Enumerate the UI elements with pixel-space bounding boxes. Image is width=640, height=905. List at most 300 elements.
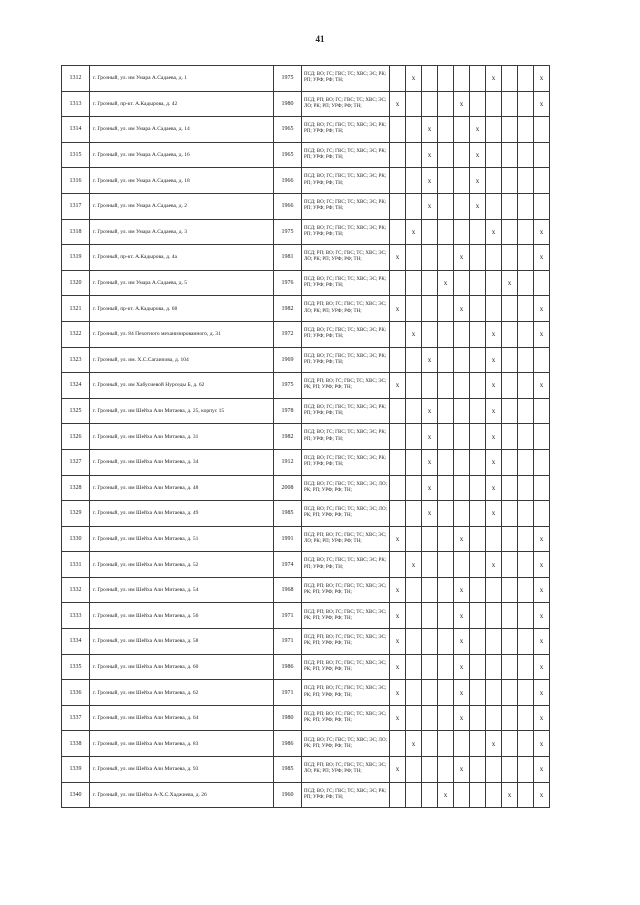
works-list: ПСД; ВО; ГС; ГВС; ТС; ХВС; ЭС; РК; РП; УРФ; РФ; ТН;: [302, 168, 390, 194]
mark-cell: [470, 654, 486, 680]
works-list: ПСД; ВО; ГС; ГВС; ТС; ХВС; ЭС; РК; РП; УРФ; РФ; ТН;: [302, 270, 390, 296]
table-body: [62, 66, 550, 808]
mark-cell: x: [454, 680, 470, 706]
table-row: [62, 142, 550, 168]
construction-year: 1972: [274, 321, 302, 347]
table-row: [62, 398, 550, 424]
mark-cell: [486, 577, 502, 603]
row-number: 1323: [62, 347, 90, 373]
mark-cell: [502, 705, 518, 731]
mark-cell: [422, 373, 438, 399]
mark-cell: x: [534, 321, 550, 347]
table-row: [62, 168, 550, 194]
building-address: г. Грозный, ул. им Умара А.Садаева, д. 16: [90, 142, 274, 168]
mark-cell: [438, 757, 454, 783]
mark-cell: [406, 245, 422, 271]
mark-cell: [406, 577, 422, 603]
construction-year: 1982: [274, 296, 302, 322]
construction-year: 1975: [274, 66, 302, 92]
mark-cell: x: [406, 552, 422, 578]
mark-cell: x: [390, 654, 406, 680]
row-number: 1336: [62, 680, 90, 706]
mark-cell: [502, 168, 518, 194]
mark-cell: [390, 219, 406, 245]
mark-cell: [438, 654, 454, 680]
mark-cell: [518, 424, 534, 450]
mark-cell: [470, 245, 486, 271]
building-address: г. Грозный, ул. им Хабусиевой Нурседы Б, д. 62: [90, 373, 274, 399]
building-address: г. Грозный, ул. им Шейха Али Митаева, д. 60: [90, 654, 274, 680]
building-address: г. Грозный, ул. им. Х.С.Сагаипова, д. 104: [90, 347, 274, 373]
table-row: [62, 782, 550, 808]
mark-cell: [470, 373, 486, 399]
mark-cell: [534, 193, 550, 219]
construction-year: 1971: [274, 680, 302, 706]
works-list: ПСД; ВО; ГС; ГВС; ТС; ХВС; ЭС; РК; РП; УРФ; РФ; ТН;: [302, 66, 390, 92]
construction-year: 1981: [274, 245, 302, 271]
construction-year: 1985: [274, 757, 302, 783]
mark-cell: [470, 552, 486, 578]
mark-cell: [470, 321, 486, 347]
mark-cell: [454, 168, 470, 194]
mark-cell: [486, 168, 502, 194]
mark-cell: x: [406, 219, 422, 245]
mark-cell: x: [454, 757, 470, 783]
mark-cell: x: [390, 577, 406, 603]
mark-cell: [454, 193, 470, 219]
mark-cell: x: [534, 680, 550, 706]
mark-cell: [438, 603, 454, 629]
mark-cell: [518, 245, 534, 271]
works-list: ПСД; ВО; ГС; ГВС; ТС; ХВС; ЭС; РК; РП; УРФ; РФ; ТН;: [302, 193, 390, 219]
construction-year: 1975: [274, 373, 302, 399]
mark-cell: [406, 424, 422, 450]
mark-cell: [502, 552, 518, 578]
mark-cell: [502, 577, 518, 603]
row-number: 1325: [62, 398, 90, 424]
mark-cell: [438, 142, 454, 168]
mark-cell: [486, 680, 502, 706]
construction-year: 1971: [274, 629, 302, 655]
mark-cell: x: [390, 91, 406, 117]
building-address: г. Грозный, пр-кт. А.Кадырова, д. 68: [90, 296, 274, 322]
mark-cell: [486, 782, 502, 808]
table-row: [62, 654, 550, 680]
mark-cell: [518, 449, 534, 475]
mark-cell: [502, 629, 518, 655]
mark-cell: x: [534, 552, 550, 578]
table-row: [62, 347, 550, 373]
mark-cell: [454, 347, 470, 373]
row-number: 1339: [62, 757, 90, 783]
building-address: г. Грозный, пр-кт. А.Кадырова, д. 42: [90, 91, 274, 117]
mark-cell: [438, 193, 454, 219]
mark-cell: [502, 757, 518, 783]
row-number: 1340: [62, 782, 90, 808]
mark-cell: [534, 270, 550, 296]
mark-cell: [486, 117, 502, 143]
table-row: [62, 501, 550, 527]
mark-cell: x: [486, 347, 502, 373]
mark-cell: x: [486, 449, 502, 475]
mark-cell: [438, 424, 454, 450]
construction-year: 1975: [274, 219, 302, 245]
mark-cell: x: [438, 782, 454, 808]
table-row: [62, 731, 550, 757]
mark-cell: [390, 270, 406, 296]
mark-cell: [518, 66, 534, 92]
mark-cell: x: [534, 782, 550, 808]
mark-cell: x: [422, 424, 438, 450]
mark-cell: [422, 526, 438, 552]
mark-cell: [438, 629, 454, 655]
mark-cell: x: [406, 731, 422, 757]
mark-cell: x: [422, 142, 438, 168]
works-list: ПСД; РП; ВО; ГС; ГВС; ТС; ХВС; ЭС; ЛО; РК; РП; УРФ; РФ; ТН;: [302, 296, 390, 322]
mark-cell: [502, 680, 518, 706]
mark-cell: [454, 731, 470, 757]
mark-cell: [390, 731, 406, 757]
construction-year: 1974: [274, 552, 302, 578]
mark-cell: [422, 629, 438, 655]
mark-cell: [518, 654, 534, 680]
mark-cell: [470, 66, 486, 92]
mark-cell: [502, 398, 518, 424]
mark-cell: [390, 142, 406, 168]
mark-cell: [534, 449, 550, 475]
mark-cell: [454, 449, 470, 475]
construction-year: 1966: [274, 168, 302, 194]
mark-cell: [534, 424, 550, 450]
mark-cell: [422, 782, 438, 808]
mark-cell: [390, 424, 406, 450]
mark-cell: [518, 526, 534, 552]
mark-cell: x: [534, 603, 550, 629]
mark-cell: [454, 117, 470, 143]
construction-year: 1976: [274, 270, 302, 296]
mark-cell: [406, 398, 422, 424]
mark-cell: [502, 142, 518, 168]
mark-cell: x: [454, 296, 470, 322]
mark-cell: [502, 193, 518, 219]
table-row: [62, 577, 550, 603]
mark-cell: [454, 501, 470, 527]
mark-cell: [470, 680, 486, 706]
mark-cell: [438, 449, 454, 475]
mark-cell: [518, 705, 534, 731]
works-list: ПСД; ВО; ГС; ГВС; ТС; ХВС; ЭС; РК; РП; УРФ; РФ; ТН;: [302, 347, 390, 373]
mark-cell: x: [534, 91, 550, 117]
mark-cell: [518, 321, 534, 347]
mark-cell: [390, 321, 406, 347]
mark-cell: [518, 296, 534, 322]
mark-cell: x: [390, 245, 406, 271]
mark-cell: x: [502, 270, 518, 296]
mark-cell: [502, 347, 518, 373]
mark-cell: x: [406, 321, 422, 347]
row-number: 1315: [62, 142, 90, 168]
mark-cell: [406, 603, 422, 629]
mark-cell: [406, 142, 422, 168]
mark-cell: x: [390, 603, 406, 629]
construction-year: 1912: [274, 449, 302, 475]
works-list: ПСД; ВО; ГС; ГВС; ТС; ХВС; ЭС; РК; РП; УРФ; РФ; ТН;: [302, 449, 390, 475]
mark-cell: [502, 117, 518, 143]
mark-cell: x: [486, 731, 502, 757]
mark-cell: [518, 117, 534, 143]
mark-cell: [502, 501, 518, 527]
mark-cell: [422, 245, 438, 271]
mark-cell: [454, 475, 470, 501]
mark-cell: [486, 526, 502, 552]
mark-cell: [518, 193, 534, 219]
mark-cell: [518, 577, 534, 603]
mark-cell: [422, 552, 438, 578]
mark-cell: x: [534, 731, 550, 757]
table-row: [62, 603, 550, 629]
construction-year: 1985: [274, 501, 302, 527]
mark-cell: [438, 577, 454, 603]
row-number: 1316: [62, 168, 90, 194]
mark-cell: [390, 66, 406, 92]
mark-cell: [438, 680, 454, 706]
mark-cell: [486, 296, 502, 322]
mark-cell: [470, 219, 486, 245]
mark-cell: x: [390, 526, 406, 552]
construction-year: 1980: [274, 91, 302, 117]
building-address: г. Грозный, ул. им Шейха Али Митаева, д. 48: [90, 475, 274, 501]
mark-cell: [470, 501, 486, 527]
mark-cell: [406, 296, 422, 322]
table-row: [62, 449, 550, 475]
mark-cell: x: [422, 475, 438, 501]
mark-cell: x: [534, 705, 550, 731]
mark-cell: [406, 629, 422, 655]
construction-year: 1986: [274, 654, 302, 680]
row-number: 1318: [62, 219, 90, 245]
mark-cell: [534, 475, 550, 501]
mark-cell: x: [390, 629, 406, 655]
works-list: ПСД; ВО; ГС; ГВС; ТС; ХВС; ЭС; РК; РП; УРФ; РФ; ТН;: [302, 552, 390, 578]
mark-cell: [390, 449, 406, 475]
mark-cell: x: [534, 296, 550, 322]
table-row: [62, 526, 550, 552]
mark-cell: [390, 782, 406, 808]
row-number: 1324: [62, 373, 90, 399]
mark-cell: [502, 245, 518, 271]
mark-cell: [454, 782, 470, 808]
building-address: г. Грозный, ул. им Умара А.Садаева, д. 14: [90, 117, 274, 143]
mark-cell: [390, 168, 406, 194]
building-address: г. Грозный, ул. им Умара А.Садаева, д. 5: [90, 270, 274, 296]
row-number: 1335: [62, 654, 90, 680]
works-list: ПСД; ВО; ГС; ГВС; ТС; ХВС; ЭС; РК; РП; УРФ; РФ; ТН;: [302, 424, 390, 450]
mark-cell: [422, 680, 438, 706]
row-number: 1322: [62, 321, 90, 347]
mark-cell: [454, 552, 470, 578]
mark-cell: [486, 193, 502, 219]
construction-year: 1991: [274, 526, 302, 552]
mark-cell: x: [422, 193, 438, 219]
building-address: г. Грозный, ул. им Шейха Али Митаева, д. 64: [90, 705, 274, 731]
works-list: ПСД; РП; ВО; ГС; ГВС; ТС; ХВС; ЭС; ЛО; РК; РП; УРФ; РФ; ТН;: [302, 245, 390, 271]
mark-cell: [470, 577, 486, 603]
table-row: [62, 629, 550, 655]
works-list: ПСД; ВО; ГС; ГВС; ТС; ХВС; ЭС; ЛО; РК; РП; УРФ; РФ; ТН;: [302, 475, 390, 501]
building-address: г. Грозный, ул. им Шейха Али Митаева, д. 83: [90, 731, 274, 757]
mark-cell: [470, 475, 486, 501]
table-row: [62, 91, 550, 117]
table-row: [62, 552, 550, 578]
mark-cell: [518, 91, 534, 117]
construction-year: 1965: [274, 117, 302, 143]
mark-cell: [534, 117, 550, 143]
mark-cell: [518, 142, 534, 168]
row-number: 1332: [62, 577, 90, 603]
table-row: [62, 321, 550, 347]
building-address: г. Грозный, ул. им Шейха Али Митаева, д. 56: [90, 603, 274, 629]
mark-cell: [518, 373, 534, 399]
mark-cell: [502, 449, 518, 475]
mark-cell: [502, 296, 518, 322]
mark-cell: [534, 142, 550, 168]
works-list: ПСД; РП; ВО; ГС; ГВС; ТС; ХВС; ЭС; РК; РП; УРФ; РФ; ТН;: [302, 373, 390, 399]
mark-cell: [534, 168, 550, 194]
building-address: г. Грозный, ул. им Шейха Али Митаева, д. 49: [90, 501, 274, 527]
mark-cell: [422, 66, 438, 92]
mark-cell: [454, 321, 470, 347]
mark-cell: [390, 552, 406, 578]
table-row: [62, 475, 550, 501]
mark-cell: x: [486, 321, 502, 347]
mark-cell: [454, 66, 470, 92]
mark-cell: x: [454, 245, 470, 271]
building-address: г. Грозный, ул. им Шейха Али Митаева, д. 31: [90, 424, 274, 450]
mark-cell: x: [486, 552, 502, 578]
mark-cell: x: [454, 577, 470, 603]
mark-cell: [518, 501, 534, 527]
works-list: ПСД; ВО; ГС; ГВС; ТС; ХВС; ЭС; ЛО; РК; РП; УРФ; РФ; ТН;: [302, 501, 390, 527]
mark-cell: [470, 757, 486, 783]
works-list: ПСД; ВО; ГС; ГВС; ТС; ХВС; ЭС; ЛО; РК; РП; УРФ; РФ; ТН;: [302, 731, 390, 757]
mark-cell: [470, 424, 486, 450]
construction-year: 1986: [274, 731, 302, 757]
mark-cell: [502, 219, 518, 245]
building-address: г. Грозный, ул. им Умара А.Садаева, д. 2: [90, 193, 274, 219]
mark-cell: x: [486, 501, 502, 527]
row-number: 1312: [62, 66, 90, 92]
building-address: г. Грозный, ул. им Шейха Али Митаева, д. 93: [90, 757, 274, 783]
mark-cell: [406, 654, 422, 680]
construction-year: 1966: [274, 193, 302, 219]
construction-year: 1969: [274, 347, 302, 373]
table-row: [62, 117, 550, 143]
mark-cell: [486, 603, 502, 629]
mark-cell: [518, 475, 534, 501]
mark-cell: [406, 347, 422, 373]
table-row: [62, 66, 550, 92]
row-number: 1313: [62, 91, 90, 117]
row-number: 1317: [62, 193, 90, 219]
table-row: [62, 757, 550, 783]
building-address: г. Грозный, ул. им Шейха Али Митаева, д. 34: [90, 449, 274, 475]
works-list: ПСД; ВО; ГС; ГВС; ТС; ХВС; ЭС; РК; РП; УРФ; РФ; ТН;: [302, 142, 390, 168]
mark-cell: [406, 373, 422, 399]
mark-cell: [422, 270, 438, 296]
mark-cell: x: [470, 142, 486, 168]
row-number: 1320: [62, 270, 90, 296]
mark-cell: [438, 731, 454, 757]
mark-cell: [502, 424, 518, 450]
table-row: [62, 245, 550, 271]
mark-cell: x: [470, 168, 486, 194]
construction-year: 1971: [274, 603, 302, 629]
mark-cell: [502, 475, 518, 501]
mark-cell: [390, 117, 406, 143]
mark-cell: [518, 757, 534, 783]
mark-cell: [422, 321, 438, 347]
works-list: ПСД; ВО; ГС; ГВС; ТС; ХВС; ЭС; РК; РП; УРФ; РФ; ТН;: [302, 117, 390, 143]
mark-cell: [502, 321, 518, 347]
mark-cell: [518, 629, 534, 655]
building-address: г. Грозный, ул. им Шейха Али Митаева, д. 25, корпус 15: [90, 398, 274, 424]
mark-cell: [406, 193, 422, 219]
mark-cell: x: [486, 475, 502, 501]
mark-cell: [438, 347, 454, 373]
building-address: г. Грозный, ул. им Умара А.Садаева, д. 18: [90, 168, 274, 194]
works-list: ПСД; ВО; ГС; ГВС; ТС; ХВС; ЭС; РК; РП; УРФ; РФ; ТН;: [302, 782, 390, 808]
mark-cell: x: [534, 629, 550, 655]
building-address: г. Грозный, ул. им Умара А.Садаева, д. 1: [90, 66, 274, 92]
mark-cell: [502, 603, 518, 629]
mark-cell: x: [390, 296, 406, 322]
mark-cell: [518, 603, 534, 629]
row-number: 1328: [62, 475, 90, 501]
table-row: [62, 705, 550, 731]
mark-cell: x: [422, 501, 438, 527]
mark-cell: [502, 731, 518, 757]
mark-cell: x: [486, 398, 502, 424]
mark-cell: x: [454, 91, 470, 117]
mark-cell: x: [502, 782, 518, 808]
row-number: 1334: [62, 629, 90, 655]
mark-cell: [454, 424, 470, 450]
table-row: [62, 373, 550, 399]
mark-cell: [518, 270, 534, 296]
table-row: [62, 193, 550, 219]
mark-cell: x: [486, 66, 502, 92]
mark-cell: [422, 296, 438, 322]
mark-cell: x: [534, 577, 550, 603]
works-list: ПСД; РП; ВО; ГС; ГВС; ТС; ХВС; ЭС; ЛО; РК; РП; УРФ; РФ; ТН;: [302, 91, 390, 117]
construction-year: 1965: [274, 142, 302, 168]
mark-cell: [470, 526, 486, 552]
mark-cell: x: [486, 424, 502, 450]
mark-cell: [454, 142, 470, 168]
mark-cell: [390, 193, 406, 219]
mark-cell: [470, 270, 486, 296]
mark-cell: x: [470, 193, 486, 219]
mark-cell: [422, 757, 438, 783]
table-row: [62, 219, 550, 245]
mark-cell: x: [470, 117, 486, 143]
mark-cell: x: [422, 398, 438, 424]
mark-cell: [422, 577, 438, 603]
mark-cell: [486, 91, 502, 117]
mark-cell: x: [486, 219, 502, 245]
mark-cell: [470, 629, 486, 655]
construction-year: 1960: [274, 782, 302, 808]
